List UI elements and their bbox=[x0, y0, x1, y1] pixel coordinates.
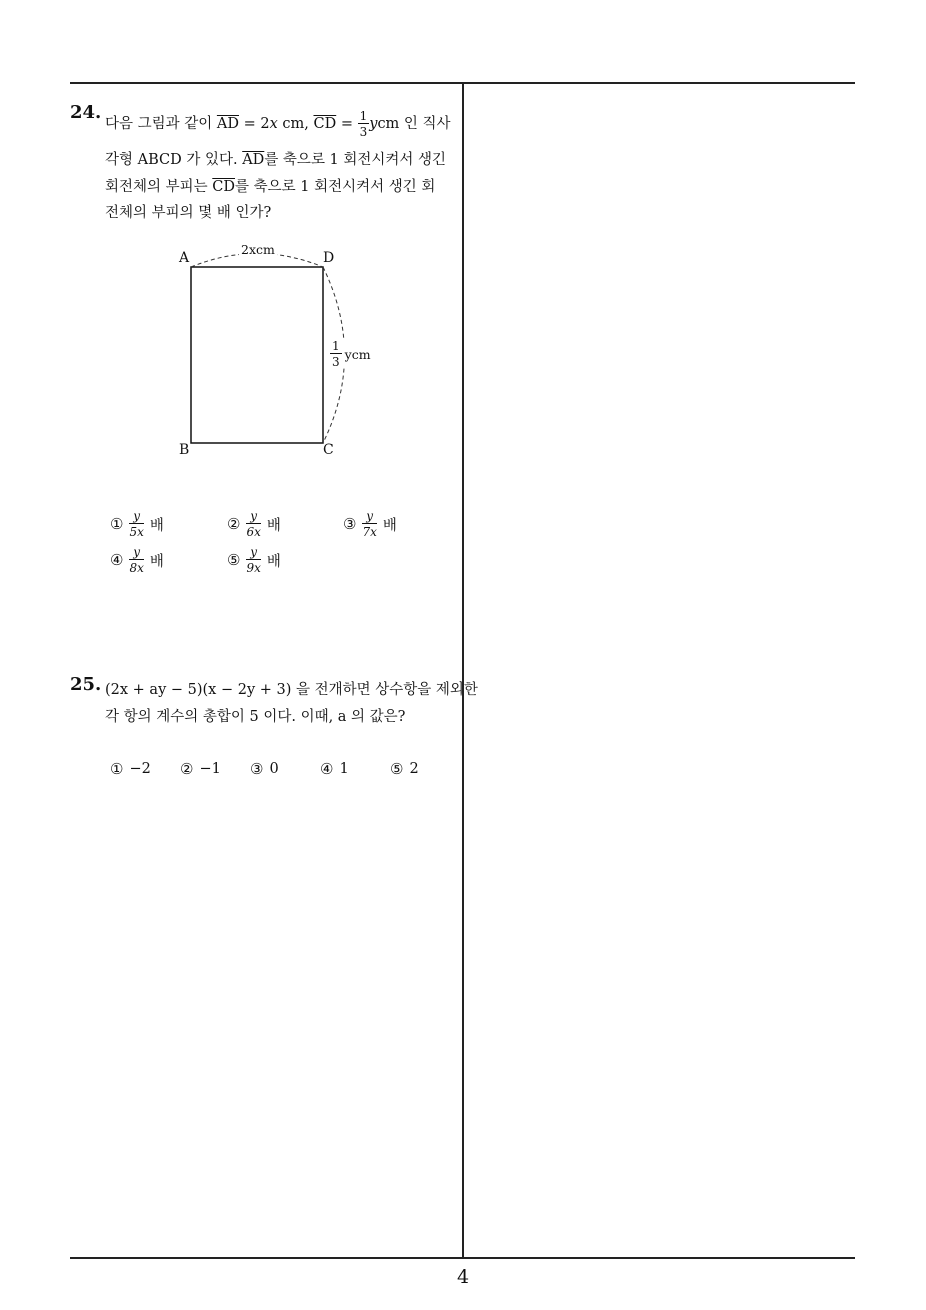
q24-choice-1[interactable] bbox=[110, 510, 164, 538]
choice-marker: ③ bbox=[250, 760, 264, 778]
choice-unit: 배 bbox=[266, 553, 281, 570]
page-number: 4 bbox=[456, 1266, 470, 1288]
vertex-c-label: C bbox=[323, 442, 334, 458]
right-dim-unit: ycm bbox=[344, 346, 371, 362]
eq2: = bbox=[336, 116, 353, 132]
choice-unit: 배 bbox=[382, 517, 397, 534]
q24-line3 bbox=[105, 175, 435, 196]
q24-line4: 전체의 부피의 몇 배 인가? bbox=[105, 205, 272, 221]
column-divider bbox=[462, 82, 464, 1259]
choice-marker: ⑤ bbox=[390, 760, 404, 778]
choice-marker: ② bbox=[180, 760, 194, 778]
segment-ad-2: $\overline{AD}$ bbox=[242, 152, 265, 168]
segment-ad: $\overline{AD}$ bbox=[216, 116, 239, 132]
q24-choice-5[interactable] bbox=[227, 546, 281, 574]
choice-value: −2 bbox=[129, 761, 151, 777]
choice-value: 0 bbox=[269, 761, 279, 777]
q25-choice-1[interactable] bbox=[110, 760, 151, 778]
q24-number: 24. bbox=[70, 102, 102, 123]
segment-cd: $\overline{CD}$ bbox=[313, 116, 337, 132]
var-x: x bbox=[269, 116, 278, 132]
choice-fraction: $\frac{y}{7x}$ bbox=[362, 509, 377, 539]
segment-cd-2: $\overline{CD}$ bbox=[212, 179, 236, 195]
top-dimension-label: 2xcm bbox=[241, 242, 275, 257]
q24-line2-pre: 각형 ABCD 가 있다. bbox=[105, 152, 238, 168]
choice-fraction: $\frac{y}{6x}$ bbox=[246, 509, 261, 539]
unit-cm: cm, bbox=[282, 116, 309, 132]
choice-unit: 배 bbox=[149, 517, 164, 534]
vertex-b-label: B bbox=[179, 442, 190, 458]
choice-unit: 배 bbox=[266, 517, 281, 534]
q25-choice-2[interactable] bbox=[180, 760, 221, 778]
q25-choice-5[interactable] bbox=[390, 760, 419, 778]
q24-choice-4[interactable] bbox=[110, 546, 164, 574]
q24-line3-post: 를 축으로 1 회전시켜서 생긴 회 bbox=[235, 179, 436, 195]
vertex-a-label: A bbox=[179, 250, 190, 266]
choice-marker: ④ bbox=[110, 551, 124, 569]
q25-choice-4[interactable] bbox=[320, 760, 349, 778]
choice-value: 2 bbox=[409, 761, 419, 777]
bottom-rule bbox=[70, 1257, 855, 1259]
q24-line1 bbox=[105, 110, 451, 138]
q24-line2 bbox=[105, 148, 446, 169]
q25-choice-3[interactable] bbox=[250, 760, 279, 778]
choice-marker: ① bbox=[110, 760, 124, 778]
right-dimension-label bbox=[330, 340, 371, 368]
q24-choice-3[interactable] bbox=[343, 510, 397, 538]
choice-fraction: $\frac{y}{8x}$ bbox=[129, 545, 144, 575]
q24-line1-post: cm 인 직사 bbox=[377, 116, 451, 132]
fraction-one-third: $\frac{1}{3}$ bbox=[359, 109, 368, 139]
choice-fraction: $\frac{y}{9x}$ bbox=[246, 545, 261, 575]
choice-unit: 배 bbox=[149, 553, 164, 570]
choice-marker: ② bbox=[227, 515, 241, 533]
q25-line2: 각 항의 계수의 총합이 5 이다. 이때, a 의 값은? bbox=[105, 709, 406, 725]
right-dim-fraction: $\frac{1}{3}$ bbox=[332, 339, 340, 369]
choice-value: −1 bbox=[199, 761, 221, 777]
vertex-d-label: D bbox=[323, 250, 335, 266]
q24-line1-pre: 다음 그림과 같이 bbox=[105, 116, 213, 132]
var-y: y bbox=[369, 116, 378, 132]
choice-marker: ③ bbox=[343, 515, 357, 533]
q25-number: 25. bbox=[70, 674, 102, 695]
eq1: = 2 bbox=[239, 116, 270, 132]
choice-marker: ⑤ bbox=[227, 551, 241, 569]
rectangle-figure bbox=[170, 238, 400, 468]
choice-marker: ① bbox=[110, 515, 124, 533]
choice-marker: ④ bbox=[320, 760, 334, 778]
q24-line3-pre: 회전체의 부피는 bbox=[105, 179, 208, 195]
choice-value: 1 bbox=[339, 761, 349, 777]
choice-fraction: $\frac{y}{5x}$ bbox=[129, 509, 144, 539]
q24-choice-2[interactable] bbox=[227, 510, 281, 538]
q25-line1: (2x + ay − 5)(x − 2y + 3) 을 전개하면 상수항을 제외한 bbox=[105, 682, 478, 698]
rectangle-abcd bbox=[191, 267, 323, 443]
q24-line2-post: 를 축으로 1 회전시켜서 생긴 bbox=[264, 152, 447, 168]
